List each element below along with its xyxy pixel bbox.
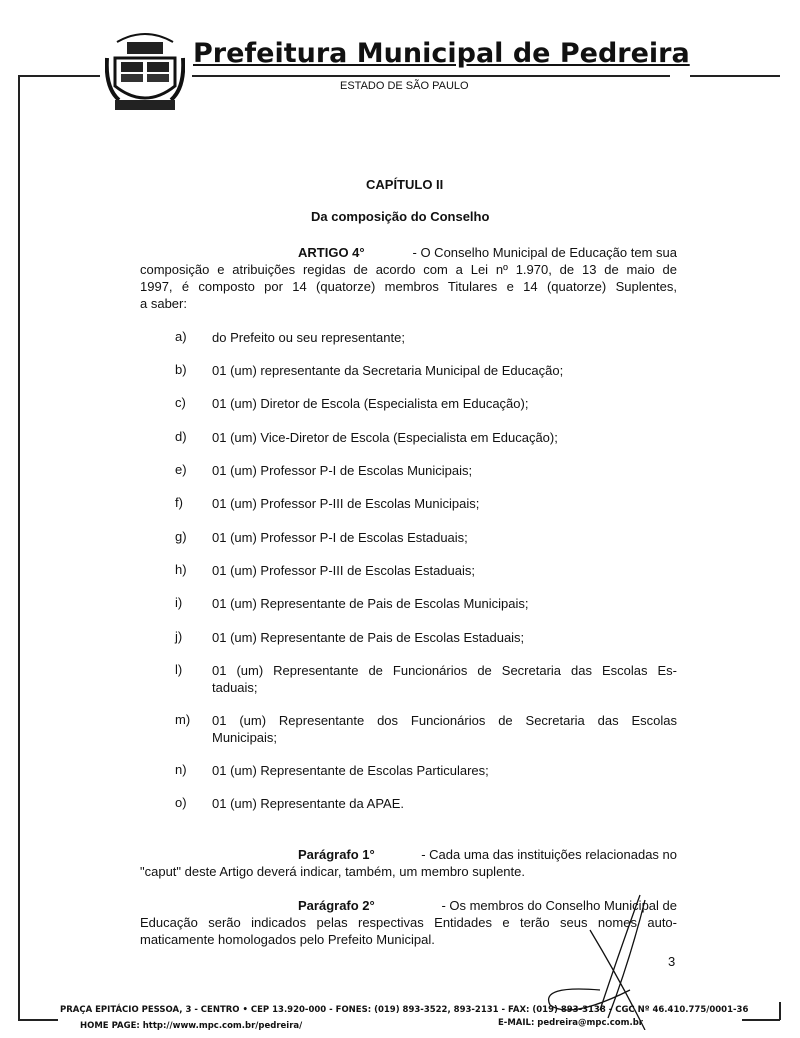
list-item-label: c) xyxy=(175,395,186,410)
chapter-heading: CAPÍTULO II xyxy=(366,177,444,192)
section-heading: Da composição do Conselho xyxy=(311,209,490,224)
list-item-text: 01 (um) Representante de Funcionários de Secretaria das Escolas Es- xyxy=(212,663,677,678)
list-item-text: 01 (um) representante da Secretaria Municipal de Educação; xyxy=(212,363,564,378)
paragraph1-text: - Cada uma das instituições relacionadas no xyxy=(421,847,677,862)
frame-left xyxy=(18,75,20,1020)
footer-address: PRAÇA EPITÁCIO PESSOA, 3 - CENTRO • CEP 13.920-000 - FONES: (019) 893-3522, 893-2131 - FAX: (019) 893-3138 - CGC Nº 46.410.775/0001-36 xyxy=(60,1005,749,1015)
list-item-text: 01 (um) Professor P-III de Escolas Estaduais; xyxy=(212,563,475,578)
footer-email: E-MAIL: pedreira@mpc.com.br xyxy=(498,1018,643,1028)
frame-right-bottom xyxy=(779,1002,781,1020)
list-item-label: f) xyxy=(175,495,183,510)
header-subtitle: ESTADO DE SÃO PAULO xyxy=(340,80,469,92)
list-item-label: o) xyxy=(175,795,187,810)
article-text: a saber: xyxy=(140,296,187,311)
frame-bottom-right xyxy=(742,1019,780,1021)
list-item-label: l) xyxy=(175,662,183,677)
article-label: ARTIGO 4° xyxy=(298,245,365,260)
page-number: 3 xyxy=(668,954,676,969)
list-item-label: i) xyxy=(175,595,183,610)
paragraph2-label: Parágrafo 2° xyxy=(298,898,375,913)
list-item-text: 01 (um) Representante de Pais de Escolas Estaduais; xyxy=(212,630,525,645)
list-item-text: 01 (um) Representante dos Funcionários de Secretaria das Escolas xyxy=(212,713,677,728)
list-item-text: 01 (um) Vice-Diretor de Escola (Especialista em Educação); xyxy=(212,430,558,445)
list-item-text: 01 (um) Diretor de Escola (Especialista em Educação); xyxy=(212,396,529,411)
article-text: 1997, é composto por 14 (quatorze) membros Titulares e 14 (quatorze) Suplentes, xyxy=(140,279,677,294)
paragraph1-text: "caput" deste Artigo deverá indicar, também, um membro suplente. xyxy=(140,864,525,879)
list-item-label: d) xyxy=(175,429,187,444)
article-first-line xyxy=(298,244,677,261)
municipal-crest-logo xyxy=(105,28,185,116)
paragraph2-text: - Os membros do Conselho Municipal de xyxy=(441,898,677,913)
list-item-label: e) xyxy=(175,462,187,477)
paragraph2-text: maticamente homologados pelo Prefeito Municipal. xyxy=(140,932,435,947)
list-item-text: 01 (um) Professor P-I de Escolas Municipais; xyxy=(212,463,473,478)
list-item-label: a) xyxy=(175,329,187,344)
list-item-text: 01 (um) Representante de Pais de Escolas Municipais; xyxy=(212,596,529,611)
list-item-label: m) xyxy=(175,712,191,727)
frame-top-left xyxy=(18,75,100,77)
header-underline xyxy=(192,75,670,77)
paragraph2-text: Educação serão indicados pelas respectivas Entidades e terão seus nomes auto- xyxy=(140,915,677,930)
list-item-label: h) xyxy=(175,562,187,577)
list-item-text: do Prefeito ou seu representante; xyxy=(212,330,405,345)
list-item-text: Municipais; xyxy=(212,730,278,745)
paragraph1-first-line xyxy=(298,846,677,863)
list-item-label: b) xyxy=(175,362,187,377)
header-title: Prefeitura Municipal de Pedreira xyxy=(193,38,690,69)
list-item-label: n) xyxy=(175,762,187,777)
list-item-text: 01 (um) Representante da APAE. xyxy=(212,796,404,811)
list-item-text: 01 (um) Professor P-III de Escolas Municipais; xyxy=(212,496,480,511)
frame-top-right xyxy=(690,75,780,77)
article-text: composição e atribuições regidas de acordo com a Lei nº 1.970, de 13 de maio de xyxy=(140,262,677,277)
list-item-text: 01 (um) Professor P-I de Escolas Estaduais; xyxy=(212,530,468,545)
frame-bottom-left xyxy=(18,1019,58,1021)
paragraph1-label: Parágrafo 1° xyxy=(298,847,375,862)
list-item-label: g) xyxy=(175,529,187,544)
article-text: - O Conselho Municipal de Educação tem sua xyxy=(412,245,677,260)
list-item-text: 01 (um) Representante de Escolas Particulares; xyxy=(212,763,489,778)
list-item-text: taduais; xyxy=(212,680,258,695)
footer-homepage: HOME PAGE: http://www.mpc.com.br/pedreira/ xyxy=(80,1021,303,1031)
list-item-label: j) xyxy=(175,629,183,644)
